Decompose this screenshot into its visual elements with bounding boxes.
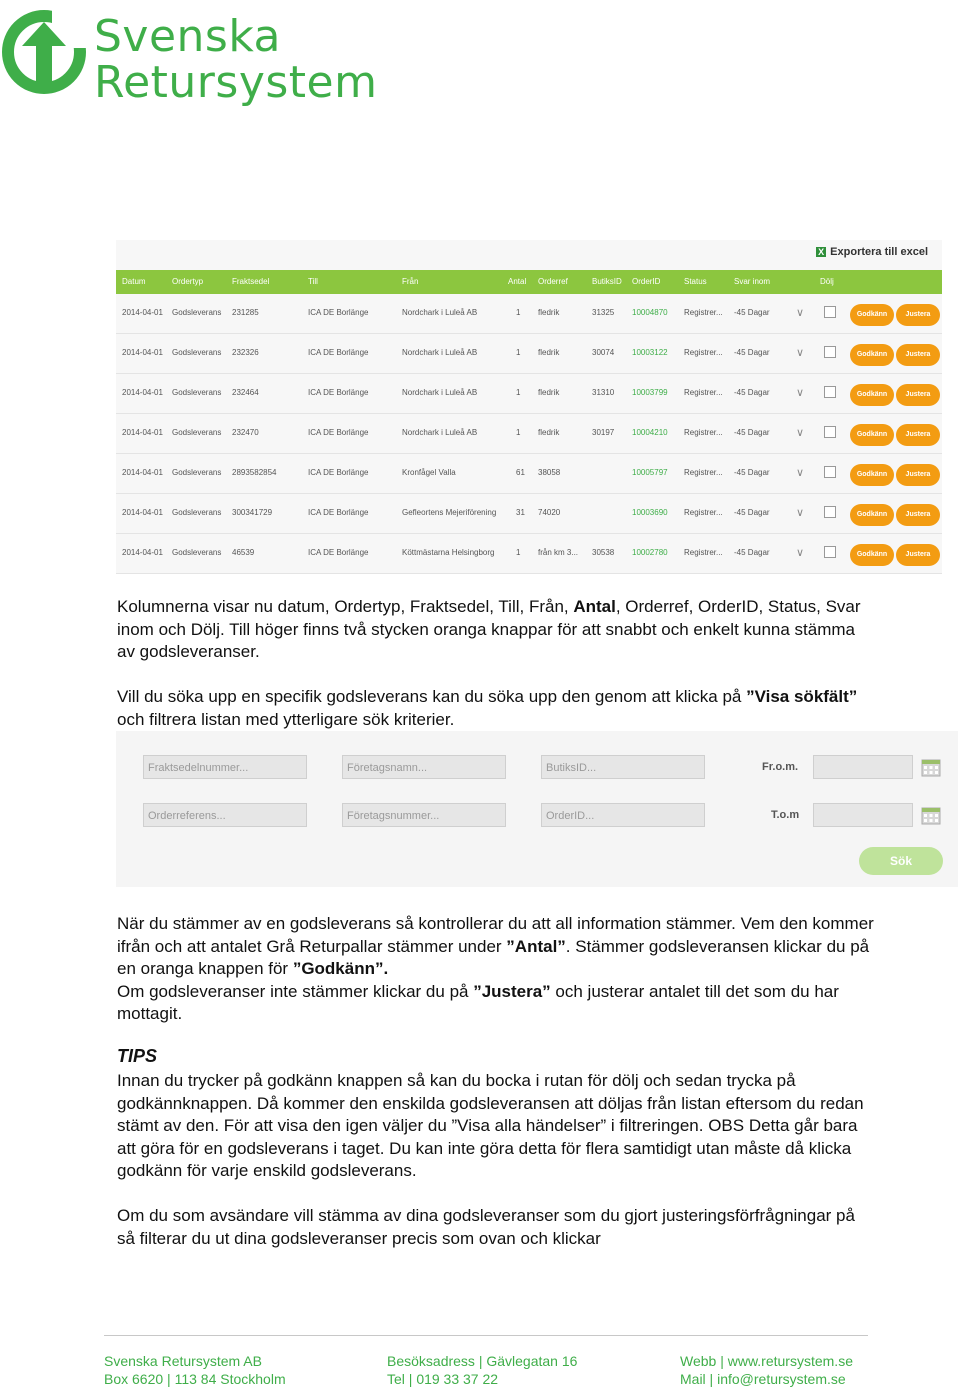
table-cell: fledrik — [538, 428, 560, 437]
paragraph-search — [117, 686, 877, 731]
bold-text: ”Godkänn”. — [292, 959, 389, 979]
table-cell: ICA DE Borlänge — [308, 428, 369, 437]
logo — [0, 8, 380, 108]
logo-line-1: Svenska — [94, 11, 282, 62]
table-cell: ICA DE Borlänge — [308, 468, 369, 477]
table-cell: 232470 — [232, 428, 259, 437]
table-cell: 31 — [516, 508, 525, 517]
table-cell: 74020 — [538, 508, 561, 517]
footer-company — [104, 1352, 286, 1388]
table-cell: 2014-04-01 — [122, 468, 163, 477]
col-header-orderref[interactable]: Orderref — [538, 277, 568, 286]
table-cell: -45 Dagar — [734, 308, 770, 317]
table-cell: 2014-04-01 — [122, 348, 163, 357]
table-cell: 232464 — [232, 388, 259, 397]
bold-text: Antal — [573, 597, 616, 616]
table-cell: Gefleortens Mejeriförening — [402, 508, 497, 517]
table-cell: 31310 — [592, 388, 615, 397]
text: Vill du söka upp en specifik godsleverans kan du söka upp den genom att klicka på — [117, 687, 747, 706]
col-header-fran[interactable]: Från — [402, 277, 419, 286]
table-cell: ICA DE Borlänge — [308, 388, 369, 397]
table-row[interactable] — [116, 494, 942, 534]
hide-checkbox[interactable] — [824, 346, 836, 358]
logo-mark-icon — [2, 10, 86, 94]
fraktsedel-input[interactable]: Fraktsedelnummer... — [143, 755, 307, 779]
hide-checkbox[interactable] — [824, 386, 836, 398]
col-header-till[interactable]: Till — [308, 277, 318, 286]
hide-checkbox[interactable] — [824, 306, 836, 318]
footer-company-name: Svenska Retursystem AB — [104, 1353, 262, 1369]
col-header-datum[interactable]: Datum — [122, 277, 146, 286]
export-excel-link[interactable] — [816, 246, 928, 258]
hide-checkbox[interactable] — [824, 466, 836, 478]
approve-button[interactable]: Godkänn — [850, 544, 894, 566]
text: och filtrera listan med ytterligare sök kriterier. — [117, 709, 455, 729]
approve-button[interactable]: Godkänn — [850, 344, 894, 366]
footer-mail-link[interactable]: Mail | info@retursystem.se — [680, 1371, 846, 1387]
adjust-button[interactable]: Justera — [896, 504, 940, 526]
table-cell: ICA DE Borlänge — [308, 308, 369, 317]
hide-checkbox[interactable] — [824, 546, 836, 558]
table-cell: 31325 — [592, 308, 615, 317]
search-panel-screenshot — [116, 731, 958, 887]
adjust-button[interactable]: Justera — [896, 344, 940, 366]
table-cell: fledrik — [538, 308, 560, 317]
table-cell: 2014-04-01 — [122, 308, 163, 317]
tips-text: Innan du trycker på godkänn knappen så kan du bocka i rutan för dölj och sedan trycka på godkännknappen. Då kommer den enskilda godsleveransen att döljas från listan eftersom du redan stämt av den. För att visa den igen väljer du ”Visa alla händelser” i filtreringen. OBS Detta går bara att göra för en godsleverans i taget. Du kan inte göra detta för flera samtidigt utan måste då klicka godkänn för varje enskild godsleverans. — [117, 1071, 864, 1181]
table-cell: fledrik — [538, 348, 560, 357]
table-cell: 38058 — [538, 468, 561, 477]
table-cell: 10005797 — [632, 468, 668, 477]
hide-checkbox[interactable] — [824, 506, 836, 518]
table-cell: 10003799 — [632, 388, 668, 397]
table-cell: Godsleverans — [172, 308, 222, 317]
table-cell: Godsleverans — [172, 388, 222, 397]
table-cell: 1 — [516, 388, 521, 397]
adjust-button[interactable]: Justera — [896, 424, 940, 446]
chevron-down-icon[interactable]: ∨ — [796, 507, 805, 519]
from-date-label: Fr.o.m. — [762, 761, 799, 773]
adjust-button[interactable]: Justera — [896, 384, 940, 406]
table-cell: Registrer... — [684, 428, 723, 437]
table-cell: Godsleverans — [172, 468, 222, 477]
table-row[interactable] — [116, 414, 942, 454]
table-cell: -45 Dagar — [734, 388, 770, 397]
table-cell: Registrer... — [684, 308, 723, 317]
col-header-ordertyp[interactable]: Ordertyp — [172, 277, 204, 286]
table-cell: 2014-04-01 — [122, 388, 163, 397]
table-cell: ICA DE Borlänge — [308, 348, 369, 357]
text: När du stämmer av en godsleverans så kontrollerar du att all information stämmer. Vem den kommer ifrån och att antalet Grå Returpallar stämmer under — [117, 914, 874, 956]
table-cell: 30074 — [592, 348, 615, 357]
col-header-antal[interactable]: Antal — [508, 277, 527, 286]
footer-divider — [104, 1335, 868, 1336]
table-cell: Köttmästarna Helsingborg — [402, 548, 495, 557]
table-cell: -45 Dagar — [734, 468, 770, 477]
text: . Stämmer godsleveransen klickar du på en oranga knappen för — [117, 936, 870, 979]
to-date-label: T.o.m — [771, 809, 800, 821]
from-date-input[interactable] — [813, 755, 913, 779]
chevron-down-icon[interactable]: ∨ — [796, 347, 805, 359]
table-header — [116, 270, 942, 294]
hide-checkbox[interactable] — [824, 426, 836, 438]
table-cell: 61 — [516, 468, 525, 477]
col-header-status[interactable]: Status — [684, 277, 707, 286]
calendar-icon[interactable] — [921, 805, 941, 825]
table-cell: Nordchark i Luleå AB — [402, 308, 478, 317]
col-header-fraktsedel[interactable]: Fraktsedel — [232, 277, 270, 286]
table-cell: Registrer... — [684, 348, 723, 357]
table-cell: Registrer... — [684, 388, 723, 397]
orderid-input[interactable]: OrderID... — [541, 803, 705, 827]
footer-contact — [387, 1352, 577, 1388]
table-cell: 10004210 — [632, 428, 668, 437]
paragraph-approve — [117, 913, 877, 1026]
col-header-svar-inom[interactable]: Svar inom — [734, 277, 771, 286]
text: Om godsleveranser inte stämmer klickar du på — [117, 981, 474, 1001]
table-cell: 30197 — [592, 428, 615, 437]
table-cell: 1 — [516, 548, 521, 557]
table-cell: Godsleverans — [172, 428, 222, 437]
table-cell: Nordchark i Luleå AB — [402, 428, 478, 437]
table-cell: 1 — [516, 308, 521, 317]
table-cell: från km 3... — [538, 548, 579, 557]
table-cell: -45 Dagar — [734, 548, 770, 557]
orderref-input[interactable]: Orderreferens... — [143, 803, 307, 827]
deliveries-table-screenshot — [116, 240, 942, 573]
table-cell: 10002780 — [632, 548, 668, 557]
col-header-dolj[interactable]: Dölj — [820, 277, 834, 286]
table-cell: ICA DE Borlänge — [308, 508, 369, 517]
table-cell: Godsleverans — [172, 548, 222, 557]
to-date-input[interactable] — [813, 803, 913, 827]
approve-button[interactable]: Godkänn — [850, 504, 894, 526]
adjust-button[interactable]: Justera — [896, 304, 940, 326]
table-row[interactable] — [116, 334, 942, 374]
footer-web-link[interactable]: Webb | www.retursystem.se — [680, 1353, 853, 1369]
table-cell: Registrer... — [684, 548, 723, 557]
table-cell: 10003690 — [632, 508, 668, 517]
table-cell: -45 Dagar — [734, 348, 770, 357]
excel-icon: X — [818, 247, 825, 257]
approve-button[interactable]: Godkänn — [850, 424, 894, 446]
table-cell: 46539 — [232, 548, 255, 557]
logo-line-2: Retursystem — [94, 57, 378, 108]
butiksid-input[interactable]: ButiksID... — [541, 755, 705, 779]
table-cell: Registrer... — [684, 508, 723, 517]
footer-box: Box 6620 | 113 84 Stockholm — [104, 1371, 286, 1387]
table-cell: 1 — [516, 348, 521, 357]
table-cell: -45 Dagar — [734, 428, 770, 437]
chevron-down-icon[interactable]: ∨ — [796, 387, 805, 399]
col-header-orderid[interactable]: OrderID — [632, 277, 661, 286]
table-row[interactable] — [116, 534, 942, 574]
chevron-down-icon[interactable]: ∨ — [796, 467, 805, 479]
text: , Orderref, OrderID, Status, Svar inom och Dölj. Till höger finns två stycken oranga knappar för att snabbt och enkelt kunna stämma av godsleveranser. — [117, 597, 861, 662]
adjust-button[interactable]: Justera — [896, 544, 940, 566]
bold-text: ”Antal” — [506, 936, 566, 956]
table-cell: Registrer... — [684, 468, 723, 477]
table-cell: Nordchark i Luleå AB — [402, 348, 478, 357]
table-cell: 30538 — [592, 548, 615, 557]
table-cell: 1 — [516, 428, 521, 437]
adjust-button[interactable]: Justera — [896, 464, 940, 486]
table-cell: 2014-04-01 — [122, 508, 163, 517]
export-label: Exportera till excel — [830, 246, 928, 258]
table-cell: 2014-04-01 — [122, 548, 163, 557]
calendar-icon[interactable] — [921, 757, 941, 777]
chevron-down-icon[interactable]: ∨ — [796, 547, 805, 559]
table-cell: 300341729 — [232, 508, 273, 517]
table-row[interactable] — [116, 294, 942, 334]
table-cell: 10004870 — [632, 308, 668, 317]
table-cell: 10003122 — [632, 348, 668, 357]
footer-tel: Tel | 019 33 37 22 — [387, 1371, 499, 1387]
approve-button[interactable]: Godkänn — [850, 384, 894, 406]
table-cell: 2014-04-01 — [122, 428, 163, 437]
table-cell: fledrik — [538, 388, 560, 397]
table-cell: ICA DE Borlänge — [308, 548, 369, 557]
chevron-down-icon[interactable]: ∨ — [796, 427, 805, 439]
foretagsnummer-input[interactable]: Företagsnummer... — [342, 803, 506, 827]
bold-text: ”Visa sökfält” — [746, 687, 858, 706]
foretagsnamn-input[interactable]: Företagsnamn... — [342, 755, 506, 779]
search-button[interactable]: Sök — [859, 847, 943, 875]
approve-button[interactable]: Godkänn — [850, 304, 894, 326]
table-row[interactable] — [116, 454, 942, 494]
table-row[interactable] — [116, 374, 942, 414]
table-cell: 232326 — [232, 348, 259, 357]
bold-text: ”Justera” — [473, 981, 551, 1001]
tips-heading: TIPS — [117, 1046, 158, 1066]
table-cell: Godsleverans — [172, 508, 222, 517]
paragraph-sender: Om du som avsändare vill stämma av dina godsleveranser som du gjort justeringsförfrågningar på så filterar du ut dina godsleveranser precis som ovan och klickar — [117, 1206, 855, 1248]
col-header-butiksid[interactable]: ButiksID — [592, 277, 622, 286]
approve-button[interactable]: Godkänn — [850, 464, 894, 486]
footer-visit: Besöksadress | Gävlegatan 16 — [387, 1353, 578, 1369]
table-cell: 2893582854 — [232, 468, 277, 477]
text: Kolumnerna visar nu datum, Ordertyp, Fraktsedel, Till, Från, — [117, 597, 574, 616]
table-cell: 231285 — [232, 308, 259, 317]
chevron-down-icon[interactable]: ∨ — [796, 307, 805, 319]
footer-web — [680, 1352, 853, 1388]
table-cell: Godsleverans — [172, 348, 222, 357]
table-cell: Nordchark i Luleå AB — [402, 388, 478, 397]
table-cell: -45 Dagar — [734, 508, 770, 517]
logo-text — [94, 11, 378, 108]
paragraph-columns — [117, 596, 877, 664]
text: och justerar antalet till det som du har mottagit. — [117, 981, 839, 1024]
table-cell: Kronfågel Valla — [402, 468, 456, 477]
